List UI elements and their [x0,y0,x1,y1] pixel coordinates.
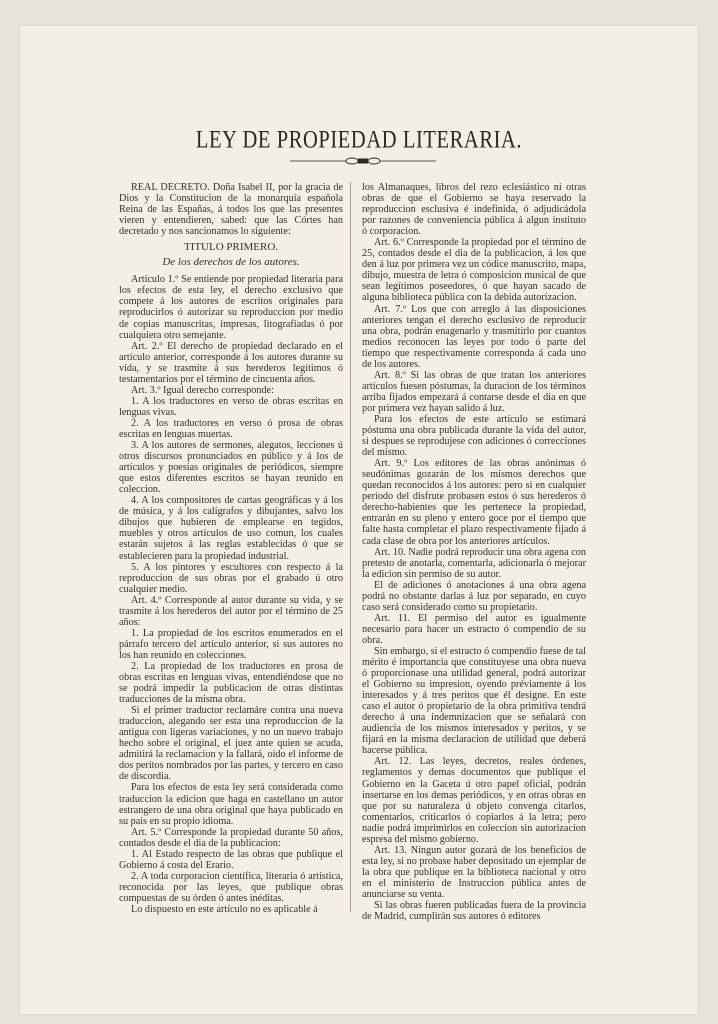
body-paragraph: los Almanaques, libros del rezo eclesiástico ni otras obras de que el Gobierno se haya reservado la reproduccion esclusiva é indefinida, ó adjudicádola por razones de conveniencia pública á algun instituto ó corporacion. [362,182,586,238]
body-paragraph: 4. A los compositores de cartas geográficas y á los de música, y á los calígrafos y dibujantes, salvo los dibujos que hubieren de emplearse en tegidos, muebles y otros artículos de uso comun, los cuales estarán sujetos á las reglas establecidas ó que se establecieren para la propiedad industrial. [119,495,343,562]
body-paragraph: Art. 5.º Corresponde la propiedad durante 50 años, contados desde el dia de la publicacion: [119,826,343,849]
body-paragraph: Art. 7.º Los que con arreglo á las disposiciones anteriores tengan el derecho esclusivo de reproducir una obra, podrán enagenarlo y trasmitirlo por cuantos medios reconocen las leyes por todo ó parte del tiempo que respectivamente corresponda á cada uno de los autores. [362,303,586,370]
title-ornament [288,155,438,167]
body-paragraph: Lo dispuesto en este artículo no es aplicable á [131,904,318,915]
body-paragraph: Art. 13. Ningun autor gozará de los beneficios de esta ley, si no probase haber depositado un ejemplar de la obra que publique en la biblioteca nacional y otro en el ministerio de Instruccion pública antes de anunciarse su venta. [362,844,586,900]
body-paragraph: Artículo 1.º Se entiende por propiedad literaria para los efectos de esta ley, el derecho exclusivo que compete á los autores de escritos originales para reproducirlos ó autorizar su reproduccion por medio de copias manuscritas, impresas, litografiadas ó por cualquiera otro semejante. [119,274,343,341]
body-paragraph: 1. Al Estado respecto de las obras que publique el Gobierno á costa del Erario. [119,848,343,871]
body-paragraph: 2. A toda corporacion científica, literaria ó artística, reconocida por las leyes, que publique obras compuestas de su órden ó antes inéditas. [119,870,343,904]
body-paragraph: Para los efectos de esta ley será considerada como traduccion la edicion que haga en castellano un autor estrangero de una obra original que haya publicado en su pais en su propio idioma. [119,782,343,827]
body-paragraph: Sin embargo, si el estracto ó compendio fuese de tal mérito é importancia que constituyese una obra nueva ó proporcionase una utilidad general, podrá autorizar el Gobierno su impresion, oyendo préviamente á los interesados y á tres peritos que él designe. En este caso el autor ó propietario de la obra primitiva tendrá derecho á una indemnizacion que se señalará con audiencia de los mismos interesados y peritos, y se fijará en la misma declaracion de utilidad que deberá hacerse pública. [362,645,586,757]
left-column [119,182,343,915]
body-paragraph: 2. La propiedad de los traductores en prosa de obras escritas en lenguas vivas, entendiéndose que no se podrá impedir la publicacion de otras distintas traducciones de la misma obra. [119,660,343,706]
body-paragraph: El de adiciones ó anotaciones á una obra agena podrá no obstante darlas á luz por separado, en cuyo caso será considerado como su propietario. [362,579,586,613]
document-title: LEY DE PROPIEDAD LITERARIA. [195,126,523,154]
document-page [20,26,698,1014]
body-paragraph: REAL DECRETO. Doña Isabel II, por la gracia de Dios y la Constitucion de la monarquía española Reina de las Españas, á todos los que las presentes vieren y entendieren, sabed: que las Córtes han decretado y nos sancionamos lo siguiente: [119,182,343,238]
body-paragraph: Art. 9.º Los editores de las obras anónimas ó seudónimas gozarán de los mismos derechos que quedan reconocidos á los autores: pero si en cualquier período del disfrute probasen estos ó sus herederos ó derecho-habientes que les pertenece la propiedad, entrarán en su pleno y entero goce por el tiempo que falte hasta completar el plazo respectivamente fijado á cada clase de obra por los anteriores artículos. [362,458,586,547]
body-paragraph: 3. A los autores de sermones, alegatos, lecciones ú otros discursos pronunciados en público y á los de artículos y poesías originales de periódicos, siempre que estos diferentes escritos se hayan reunido en coleccion. [119,440,343,496]
right-column [362,182,586,922]
body-paragraph: Art. 6.º Corresponde la propiedad por el término de 25, contados desde el dia de la publicacion, á los que den á luz por primera vez un códice manuscrito, mapa, dibujo, muestra de letra ó composicion musical de que sean legítimos poseedores, ó que hayan sacado de alguna biblioteca pública con la debida autorizacion. [362,237,586,304]
column-divider [350,182,351,912]
body-paragraph: Para los efectos de este artículo se estimará póstuma una obra publicada durante la vida del autor, si despues se reprodujese con adiciones ó correcciones del mismo. [362,413,586,459]
body-paragraph: Art. 11. El permiso del autor es igualmente necesario para hacer un estracto ó compendio de su obra. [362,612,586,646]
body-paragraph: Art. 12. Las leyes, decretos, reales órdenes, reglamentos y demas documentos que publique el Gobierno en la Gaceta ú otro papel oficial, podrán insertarse en los demas periódicos, y en otras obras en que por su naturaleza ú objeto convenga citarlos, comentarlos, criticarlos ó copiarlos á la letra; pero nadie podrá imprimirlos en coleccion sin autorizacion espresa del mismo gobierno. [362,756,586,845]
body-paragraph: 1. La propiedad de los escritos enumerados en el párrafo tercero del artículo anterior, si sus autores no los han reunido en colecciones. [119,627,343,661]
section-subheading: De los derechos de los autores. [162,256,300,269]
body-paragraph: Art. 3.º Igual derecho corresponde: [131,384,274,396]
body-paragraph: Si las obras fueren publicadas fuera de la provincia de Madrid, cumplirán sus autores ó editores [362,900,586,923]
body-paragraph: 5. A los pintores y escultores con respecto á la reproduccion de sus obras por el grabado ú otro cualquier medio. [119,561,343,595]
body-paragraph: 2. A los traductores en verso ó prosa de obras escritas en lenguas muertas. [119,417,343,440]
section-heading: TITULO PRIMERO. [183,241,279,254]
body-paragraph: Art. 4.º Corresponde al autor durante su vida, y se trasmite á los herederos del autor por el término de 25 años: [119,594,343,628]
body-paragraph: Art. 8.º Si las obras de que tratan los anteriores artículos fuesen póstumas, la duracion de los términos arriba fijados empezará á contarse desde el dia en que por primera vez hayan salido á luz. [362,369,586,414]
body-paragraph: Art. 10. Nadie podrá reproducir una obra agena con pretesto de anotarla, comentarla, adicionarla ó mejorar la edicion sin permiso de su autor. [362,546,586,580]
body-paragraph: Si el primer traductor reclamáre contra una nueva traduccion, alegando ser esta una reproduccion de la antigua con ligeras variaciones, y no un nuevo trabajo hecho sobre el original, el juez ante quien se acuda, admitirá la reclamacion y la fallará, oido el informe de dos peritos nombrados por las partes, y tercero en caso de discordia. [119,705,343,783]
body-paragraph: 1. A los traductores en verso de obras escritas en lenguas vivas. [119,395,343,418]
body-paragraph: Art. 2.º El derecho de propiedad declarado en el artículo anterior, corresponde á los autores durante su vida, y se trasmite á sus herederos legítimos ó testamentarios por el término de cincuenta años. [119,340,343,385]
